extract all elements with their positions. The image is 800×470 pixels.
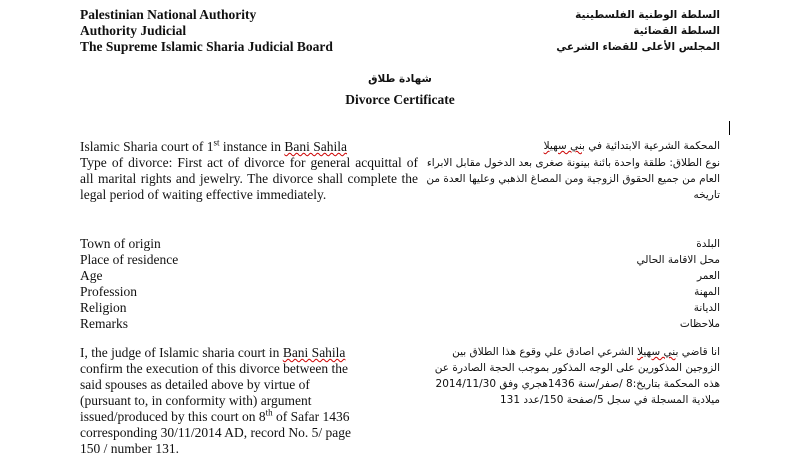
confirmation-en-prefix: I, the judge of Islamic sharia court in xyxy=(80,345,283,360)
confirmation-en-line-3: said spouses as detailed above by virtue of xyxy=(80,377,310,392)
confirmation-en-line-1 xyxy=(80,345,351,361)
field-ar-town: البلدة xyxy=(696,238,720,250)
confirmation-ar xyxy=(420,344,720,408)
field-ar-residence: محل الاقامة الحالي xyxy=(636,254,720,266)
field-en-religion: Religion xyxy=(80,300,127,315)
court-ar xyxy=(420,138,720,154)
title-en: Divorce Certificate xyxy=(345,92,455,107)
confirmation-ar-rest: الشرعي اصادق علي وقوع هذا الطلاق بين الزوجين المذكورين على الوجه المذكور بموجب الحجة الصادرة عن هذه المحكمة بتاريخ:8 /صفر/سنة 1436هجري وفق 2014/11/30 ميلادية المسجلة في سجل 5/صفحة 150/عدد 131 xyxy=(434,346,720,406)
field-en-remarks: Remarks xyxy=(80,316,128,331)
confirmation-ar-place: بني سهيلا xyxy=(637,346,679,358)
text-cursor xyxy=(729,121,730,135)
confirmation-en xyxy=(80,345,351,457)
field-ar-list xyxy=(420,236,720,332)
field-en-profession: Profession xyxy=(80,284,137,299)
confirmation-en-l5-suffix: of Safar 1436 xyxy=(272,409,350,424)
confirmation-en-place: Bani Sahila xyxy=(282,345,346,360)
header-ar-line-2: السلطة القضائية xyxy=(633,25,720,37)
field-en-residence: Place of residence xyxy=(80,252,179,267)
court-en-place: Bani Sahila xyxy=(284,139,347,154)
header-en-line-1: Palestinian National Authority xyxy=(80,7,257,22)
court-en xyxy=(80,139,347,155)
field-ar-profession: المهنة xyxy=(694,286,720,298)
confirmation-en-l5-sup: th xyxy=(265,407,273,418)
field-ar-remarks: ملاحظات xyxy=(679,318,720,330)
confirmation-en-l5-prefix: issued/produced by this court on 8 xyxy=(80,409,266,424)
court-ar-prefix: المحكمة الشرعية الابتدائية في xyxy=(584,140,720,152)
header-ar-line-1: السلطة الوطنية الفلسطينية xyxy=(575,9,720,21)
field-en-list xyxy=(80,236,178,332)
title-ar: شهادة طلاق xyxy=(368,73,432,85)
field-ar-religion: الديانة xyxy=(693,302,720,314)
header-en-line-2: Authority Judicial xyxy=(80,23,187,38)
confirmation-en-line-2: confirm the execution of this divorce between the xyxy=(80,361,349,376)
confirmation-en-line-4: (pursuant to, in conformity with) argument xyxy=(80,393,312,408)
confirmation-en-line-5 xyxy=(80,409,351,425)
confirmation-en-line-6: corresponding 30/11/2014 AD, record No. 5/ page xyxy=(80,425,351,440)
confirmation-en-line-7: 150 / number 131. xyxy=(80,441,179,456)
field-en-town: Town of origin xyxy=(80,236,161,251)
field-en-age: Age xyxy=(80,268,103,283)
court-en-mid: instance in xyxy=(219,139,285,154)
divorce-type-en: Type of divorce: First act of divorce for general acquittal of all marital rights and jewelry. The divorce shall complete the legal period of waiting effective immediately. xyxy=(80,155,418,202)
court-en-prefix: Islamic Sharia court of 1 xyxy=(80,139,214,154)
header-ar-line-3: المجلس الأعلى للقضاء الشرعي xyxy=(556,41,720,53)
court-ar-place: بني سهيلا xyxy=(543,140,585,152)
field-ar-age: العمر xyxy=(696,270,720,282)
header-en-line-3: The Supreme Islamic Sharia Judicial Board xyxy=(80,39,333,54)
divorce-type-ar: نوع الطلاق: طلقة واحدة بائنة بينونة صغرى بعد الدخول مقابل الابراء العام من جميع الحقوق الزوجية ومن المصاغ الذهبي وعليها العدة من تاريخه xyxy=(426,157,720,201)
confirmation-ar-prefix: انا قاضي xyxy=(678,346,720,358)
court-en-sup: st xyxy=(213,137,220,148)
